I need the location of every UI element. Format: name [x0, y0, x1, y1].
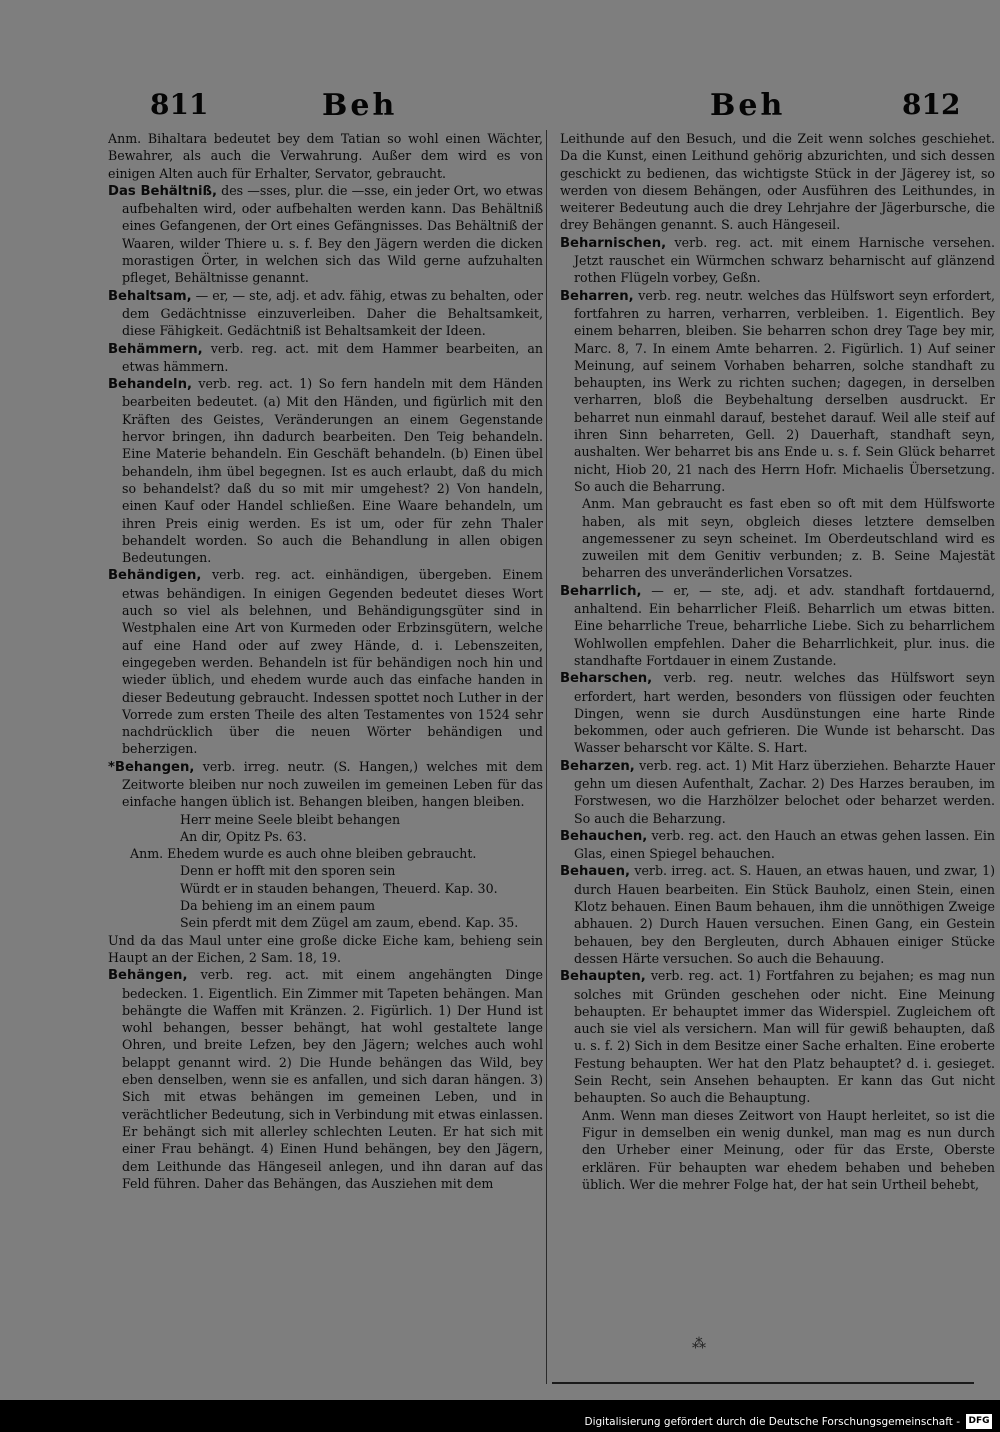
dictionary-entry [560, 967, 995, 1106]
quoted-verse: Herr meine Seele bleibt behangen [180, 811, 401, 827]
text-paragraph: Anm. Bihaltara bedeutet bey dem Tatian so wohl einen Wächter, Bewahrer, als auch die Verwahrung. Außer dem wird es von einigen Alten auch für Erhalter, Servator, gebraucht. [108, 131, 543, 181]
quoted-verse: Sein pferdt mit dem Zügel am zaum, ebend. Kap. 35. [180, 915, 519, 931]
dictionary-entry [108, 375, 543, 566]
entry-headword: Behämmern, [108, 341, 203, 357]
entry-headword: Das Behältniß, [108, 183, 217, 199]
entry-body: verb. irreg. act. S. Hauen, an etwas hauen, und zwar, 1) durch Hauen bearbeiten. Ein Stück Bauholz, einen Stein, einen Klotz behauen. Einen Baum behauen, ihm die unnöthigen Zweige abhauen. 2) Durch Hauen versuchen. Einen Gang, ein Gestein behauen, bey den Bergleuten, durch Abhauen einiger Stücke dessen Härte versuchen. So auch die Behauung. [574, 863, 995, 966]
entry-body: verb. reg. act. mit einem angehängten Dinge bedecken. 1. Eigentlich. Ein Zimmer mit Tapeten behängen. Man behängte die Waffen mit Kränzen. 2. Figürlich. 1) Der Hund ist wohl behangen, besser behängt, hat wohl gestaltete lange Ohren, und breite Lefzen, bey den Jägern; welches auch wohl belappt genannt wird. 2) Die Hunde behängen das Wild, bey eben denselben, wenn sie es anfallen, und sich daran hängen. 3) Sich mit etwas behängen im gemeinen Leben, und in verächtlicher Bedeutung, sich in Verbindung mit etwas einlassen. Er behängt sich mit allerley schlechten Leuten. Er hat sich mit einer Frau behängt. 4) Einen Hund behängen, bey den Jägern, dem Leithunde das Hängeseil anlegen, und ihn daran auf das Feld führen. Daher das Behängen, das Ausziehen mit dem [122, 967, 543, 1191]
column-divider [546, 130, 547, 1384]
quoted-verse: Da behieng im an einem paum [180, 898, 376, 914]
bottom-rule [552, 1382, 974, 1384]
entry-headword: Beharrlich, [560, 583, 642, 599]
entry-body: verb. reg. act. mit dem Hammer bearbeiten, an etwas hämmern. [122, 340, 543, 374]
entry-headword: Behaupten, [560, 969, 646, 985]
left-running-head: Beh [322, 88, 398, 123]
dictionary-entry [108, 340, 543, 376]
entry-headword: Behauen, [560, 864, 631, 880]
dictionary-entry [560, 862, 995, 967]
entry-headword: Behängen, [108, 968, 188, 984]
entry-body: verb. reg. act. mit einem Harnische versehen. Jetzt rauschet ein Würmchen schwarz beharnischt auf glänzend rothen Flügeln vorbey, Geßn. [574, 234, 995, 286]
entry-headword: Behandeln, [108, 377, 192, 393]
dictionary-entry [108, 966, 543, 1192]
entry-body: verb. reg. act. 1) Mit Harz überziehen. Beharzte Hauer gehn um diesen Aufenthalt, Zachar. 2) Des Harzes berauben, im Forstwesen, wo die Harzhölzer belochet oder beharzet werden. So auch die Beharzung. [574, 757, 995, 826]
left-column [108, 130, 543, 1230]
quoted-verse: Denn er hofft mit den sporen sein [180, 863, 396, 879]
annotation-paragraph: Anm. Ehedem wurde es auch ohne bleiben gebraucht. [130, 846, 477, 862]
dictionary-entry [108, 566, 543, 757]
text-paragraph: Und da das Maul unter eine große dicke Eiche kam, behieng sein Haupt an der Eichen, 2 Sam. 18, 19. [108, 932, 543, 965]
dictionary-entry [108, 182, 543, 287]
annotation-paragraph: Anm. Wenn man dieses Zeitwort von Haupt herleitet, so ist die Figur in demselben ein wenig dunkel, man mag es nun durch den Urheber einer Meinung, oder für das Erste, Oberste erklären. Für behaupten war ehedem behaben und beheben üblich. Wer die mehrer Folge hat, der hat sein Urtheil behebt, [582, 1107, 995, 1192]
entry-headword: Behauchen, [560, 828, 648, 844]
entry-headword: Beharnischen, [560, 235, 667, 251]
entry-body: des —sses, plur. die —sse, ein jeder Ort, wo etwas aufbehalten wird, oder aufbehalten werden kann. Das Behältniß eines Gefangenen, der Ort eines Gefängnisses. Das Behältniß der Waaren, wilder Thiere u. s. f. Bey den Jägern werden die dicken morastigen Örter, in welchen sich das Wild gerne aufzuhalten pfleget, Behältnisse genannt. [122, 182, 543, 286]
entry-headword: Behändigen, [108, 568, 202, 584]
dictionary-entry [560, 582, 995, 669]
dictionary-entry [560, 757, 995, 827]
dictionary-entry [560, 669, 995, 756]
left-page-number: 811 [150, 88, 209, 121]
dictionary-entry [108, 758, 543, 811]
dictionary-entry [560, 234, 995, 287]
entry-body: verb. irreg. neutr. (S. Hangen,) welches mit dem Zeitworte bleiben nur noch zuweilen im gemeinen Leben für das einfache hangen üblich ist. Behangen bleiben, hangen bleiben. [122, 758, 543, 810]
text-paragraph: Leithunde auf den Besuch, und die Zeit wenn solches geschiehet. Da die Kunst, einen Leithund gehörig abzurichten, und sich dessen geschickt zu bedienen, das wichtigste Stück in der Jägerey ist, so werden von diesem Behängen, oder Ausführen des Leithundes, in weiterer Bedeutung auch die drey Lehrjahre der Jägerbursche, die drey Behängen genannt. S. auch Hängeseil. [560, 131, 995, 233]
printer-mark: ⁂ [692, 1336, 706, 1352]
entry-headword: Beharzen, [560, 758, 635, 774]
entry-body: — er, — ste, adj. et adv. standhaft fortdauernd, anhaltend. Ein beharrlicher Fleiß. Beharrlich um etwas bitten. Eine beharrliche Treue, beharrliche Liebe. Sich zu beharrlichem Wohlwollen empfehlen. Daher die Beharrlichkeit, plur. inus. die standhafte Fortdauer in einem Zustande. [574, 582, 995, 668]
entry-headword: Behaltsam, [108, 288, 192, 304]
entry-headword: Beharschen, [560, 671, 653, 687]
entry-body: verb. reg. act. 1) So fern handeln mit dem Händen bearbeiten bedeutet. (a) Mit den Händen, und figürlich mit den Kräften des Geistes, Veränderungen an einem Gegenstande hervor bringen, ihn dadurch bearbeiten. Den Teig behandeln. Eine Materie behandeln. Ein Geschäft behandeln. (b) Einen übel behandeln, ihm übel begegnen. Ist es auch erlaubt, daß du mich so behandelst? daß du so mit mir umgehest? 2) Von handeln, einen Kauf oder Handel schließen. Eine Waare behandeln, um ihren Preis einig werden. Es ist um, oder für zehn Thaler behandelt worden. So auch die Behandlung in allen obigen Bedeutungen. [122, 376, 543, 566]
quoted-verse: Würdt er in stauden behangen, Theuerd. Kap. 30. [180, 880, 498, 896]
entry-body: verb. reg. act. einhändigen, übergeben. Einem etwas behändigen. In einigen Gegenden bedeutet dieses Wort auch so viel als belehnen, und Behändigungsgüter sind in Westphalen eine Art von Kurmeden oder Erbzinsgütern, welche auf eine Hand oder auf zwey Hände, d. i. Lebenszeiten, eingegeben werden. Behandeln ist für behändigen noch hin und wieder üblich, und ehedem wurde auch das einfache handen in dieser Bedeutung gebraucht. Indessen spottet noch Luther in der Vorrede zum ersten Theile des alten Testamentes von 1524 sehr nachdrücklich über die neuen Wörter behändigen und beherzigen. [122, 567, 543, 757]
funding-credit: Digitalisierung gefördert durch die Deutsche Forschungsgemeinschaft - [584, 1416, 960, 1428]
entry-body: verb. reg. neutr. welches das Hülfswort seyn erfordert, hart werden, besonders von flüssigen oder feuchten Dingen, wenn sie durch Ausdünstungen eine harte Rinde bekommen, oder auch gefrieren. Die Wunde ist beharscht. Das Wasser beharscht vor Kälte. S. Hart. [574, 670, 995, 756]
right-page-number: 812 [902, 88, 961, 121]
right-running-head: Beh [710, 88, 786, 123]
right-column [560, 130, 995, 1230]
annotation-paragraph: Anm. Man gebraucht es fast eben so oft mit dem Hülfsworte haben, als mit seyn, obgleich dieses letztere demselben angemessener zu seyn scheinet. Im Oberdeutschland wird es zuweilen mit dem Genitiv verbunden; z. B. Seine Majestät beharren des unveränderlichen Vorsatzes. [582, 496, 995, 581]
entry-headword: *Behangen, [108, 759, 195, 775]
dictionary-entry [560, 827, 995, 863]
dfg-logo: DFG [966, 1414, 992, 1429]
entry-body: — er, — ste, adj. et adv. fähig, etwas zu behalten, oder dem Gedächtnisse einzuverleiben. Daher die Behaltsamkeit, diese Fähigkeit. Gedächtniß ist Behaltsamkeit der Ideen. [122, 287, 543, 339]
entry-body: verb. reg. act. den Hauch an etwas gehen lassen. Ein Glas, einen Spiegel behauchen. [574, 827, 995, 862]
dictionary-entry [560, 287, 995, 496]
dictionary-entry [108, 287, 543, 340]
quoted-verse: An dir, Opitz Ps. 63. [180, 828, 307, 844]
entry-body: verb. reg. act. 1) Fortfahren zu bejahen; es mag nun solches mit Gründen geschehen oder nicht. Eine Meinung behaupten. Er behauptet immer das Widerspiel. Zugleichem oft auch sie viel als versichern. Man will für gewiß behaupten, daß u. s. f. 2) Sich in dem Besitze einer Sache erhalten. Eine eroberte Festung behaupten. Wer hat den Platz behauptet? d. i. gesieget. Sein Recht, sein Ansehen behaupten. Er kann das Gut nicht behaupten. So auch die Behauptung. [574, 968, 995, 1106]
entry-body: verb. reg. neutr. welches das Hülfswort seyn erfordert, fortfahren zu harren, verharren, verbleiben. 1. Eigentlich. Bey einem beharren, bleiben. Sie beharren schon drey Tage bey mir, Marc. 8, 7. In einem Amte beharren. 2. Figürlich. 1) Auf seiner Meinung, auf seinem Vorhaben beharren, solche standhaft zu behaupten, ins Werk zu richten suchen; dagegen, in derselben verharren, bloß die Beybehaltung derselben ausdruckt. Er beharret nun einmahl darauf, bestehet darauf. Weil alle steif auf ihren Sinn beharreten, Gell. 2) Dauerhaft, standhaft seyn, aushalten. Wer beharret bis ans Ende u. s. f. Sein Glück beharret nicht, Hiob 20, 21 nach des Herrn Hofr. Michaelis Übersetzung. So auch die Beharrung. [574, 287, 995, 494]
entry-headword: Beharren, [560, 288, 634, 304]
